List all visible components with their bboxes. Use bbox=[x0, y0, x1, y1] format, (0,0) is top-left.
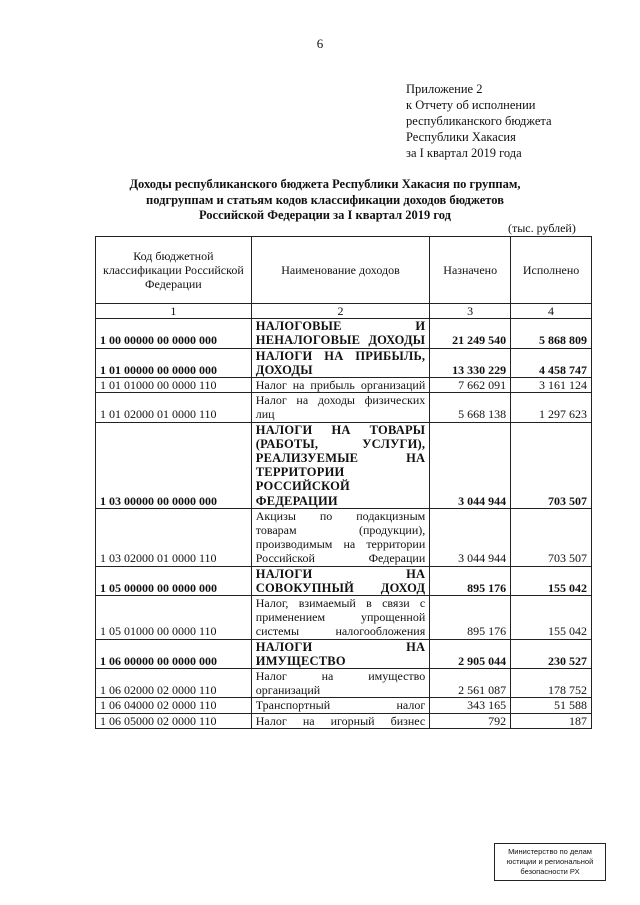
table-row bbox=[96, 566, 592, 595]
title-line: Доходы республиканского бюджета Республики Хакасия по группам, bbox=[129, 177, 521, 191]
name-cell: Налог на имущество организаций bbox=[251, 669, 429, 698]
code-cell: 1 01 00000 00 0000 000 bbox=[96, 348, 252, 377]
executed-cell: 178 752 bbox=[511, 669, 592, 698]
unit-note: (тыс. рублей) bbox=[508, 221, 576, 235]
planned-cell: 21 249 540 bbox=[430, 319, 511, 348]
name-cell: НАЛОГИ НА ТОВАРЫ (РАБОТЫ, УСЛУГИ), РЕАЛИЗУЕМЫЕ НА ТЕРРИТОРИИ РОССИЙСКОЙ ФЕДЕРАЦИИ bbox=[251, 422, 429, 508]
title-line: Российской Федерации за I квартал 2019 год bbox=[198, 208, 452, 222]
name-cell: НАЛОГИ НА ПРИБЫЛЬ, ДОХОДЫ bbox=[251, 348, 429, 377]
code-cell: 1 05 00000 00 0000 000 bbox=[96, 566, 252, 595]
code-cell: 1 03 02000 01 0000 110 bbox=[96, 508, 252, 566]
executed-cell: 5 868 809 bbox=[511, 319, 592, 348]
appendix-line: за I квартал 2019 года bbox=[406, 146, 522, 160]
appendix-line: Республики Хакасия bbox=[406, 130, 516, 144]
column-number-row bbox=[96, 304, 592, 319]
table-row bbox=[96, 596, 592, 640]
title-line: подгруппам и статьям кодов классификации доходов бюджетов bbox=[146, 192, 504, 207]
code-cell: 1 06 00000 00 0000 000 bbox=[96, 639, 252, 668]
planned-cell: 5 668 138 bbox=[430, 393, 511, 422]
code-cell: 1 00 00000 00 0000 000 bbox=[96, 319, 252, 348]
document-title bbox=[90, 177, 560, 224]
name-cell: Транспортный налог bbox=[251, 698, 429, 713]
planned-cell: 343 165 bbox=[430, 698, 511, 713]
planned-cell: 792 bbox=[430, 713, 511, 728]
planned-cell: 2 905 044 bbox=[430, 639, 511, 668]
name-cell: Налог, взимаемый в связи с применением упрощенной системы налогообложения bbox=[251, 596, 429, 640]
planned-cell: 3 044 944 bbox=[430, 422, 511, 508]
executed-cell: 703 507 bbox=[511, 422, 592, 508]
table-row bbox=[96, 669, 592, 698]
table-row bbox=[96, 508, 592, 566]
header-code: Код бюджетной классификации Российской Федерации bbox=[96, 237, 252, 304]
executed-cell: 4 458 747 bbox=[511, 348, 592, 377]
appendix-line: республиканского бюджета bbox=[406, 114, 552, 128]
planned-cell: 13 330 229 bbox=[430, 348, 511, 377]
revenue-table bbox=[95, 236, 592, 729]
header-name: Наименование доходов bbox=[251, 237, 429, 304]
executed-cell: 3 161 124 bbox=[511, 378, 592, 393]
name-cell: Налог на доходы физических лиц bbox=[251, 393, 429, 422]
name-cell: Акцизы по подакцизным товарам (продукции), производимым на территории Российской Федерации bbox=[251, 508, 429, 566]
column-number: 3 bbox=[430, 304, 511, 319]
table-body bbox=[96, 304, 592, 729]
executed-cell: 155 042 bbox=[511, 596, 592, 640]
table-row bbox=[96, 698, 592, 713]
appendix-line: к Отчету об исполнении bbox=[406, 98, 536, 112]
executed-cell: 155 042 bbox=[511, 566, 592, 595]
code-cell: 1 06 05000 02 0000 110 bbox=[96, 713, 252, 728]
planned-cell: 7 662 091 bbox=[430, 378, 511, 393]
name-cell: НАЛОГОВЫЕ И НЕНАЛОГОВЫЕ ДОХОДЫ bbox=[251, 319, 429, 348]
header-executed: Исполнено bbox=[511, 237, 592, 304]
stamp-line: Министерство по делам bbox=[508, 847, 592, 856]
code-cell: 1 01 01000 00 0000 110 bbox=[96, 378, 252, 393]
ministry-stamp bbox=[494, 843, 606, 881]
table-header-row bbox=[96, 237, 592, 304]
column-number: 2 bbox=[251, 304, 429, 319]
executed-cell: 51 588 bbox=[511, 698, 592, 713]
executed-cell: 230 527 bbox=[511, 639, 592, 668]
column-number: 1 bbox=[96, 304, 252, 319]
code-cell: 1 06 02000 02 0000 110 bbox=[96, 669, 252, 698]
executed-cell: 187 bbox=[511, 713, 592, 728]
table-row bbox=[96, 639, 592, 668]
appendix-line: Приложение 2 bbox=[406, 82, 483, 96]
column-number: 4 bbox=[511, 304, 592, 319]
code-cell: 1 01 02000 01 0000 110 bbox=[96, 393, 252, 422]
name-cell: Налог на прибыль организаций bbox=[251, 378, 429, 393]
page-number: 6 bbox=[316, 36, 324, 51]
appendix-note bbox=[406, 81, 552, 161]
code-cell: 1 06 04000 02 0000 110 bbox=[96, 698, 252, 713]
executed-cell: 1 297 623 bbox=[511, 393, 592, 422]
executed-cell: 703 507 bbox=[511, 508, 592, 566]
table-row bbox=[96, 378, 592, 393]
name-cell: НАЛОГИ НА ИМУЩЕСТВО bbox=[251, 639, 429, 668]
table-row bbox=[96, 422, 592, 508]
name-cell: Налог на игорный бизнес bbox=[251, 713, 429, 728]
stamp-line: безопасности РХ bbox=[520, 867, 580, 876]
stamp-line: юстиции и региональной bbox=[506, 857, 594, 866]
planned-cell: 895 176 bbox=[430, 566, 511, 595]
table-row bbox=[96, 319, 592, 348]
table-row bbox=[96, 393, 592, 422]
planned-cell: 895 176 bbox=[430, 596, 511, 640]
code-cell: 1 05 01000 00 0000 110 bbox=[96, 596, 252, 640]
planned-cell: 3 044 944 bbox=[430, 508, 511, 566]
table-row bbox=[96, 713, 592, 728]
header-planned: Назначено bbox=[430, 237, 511, 304]
table-row bbox=[96, 348, 592, 377]
code-cell: 1 03 00000 00 0000 000 bbox=[96, 422, 252, 508]
planned-cell: 2 561 087 bbox=[430, 669, 511, 698]
name-cell: НАЛОГИ НА СОВОКУПНЫЙ ДОХОД bbox=[251, 566, 429, 595]
